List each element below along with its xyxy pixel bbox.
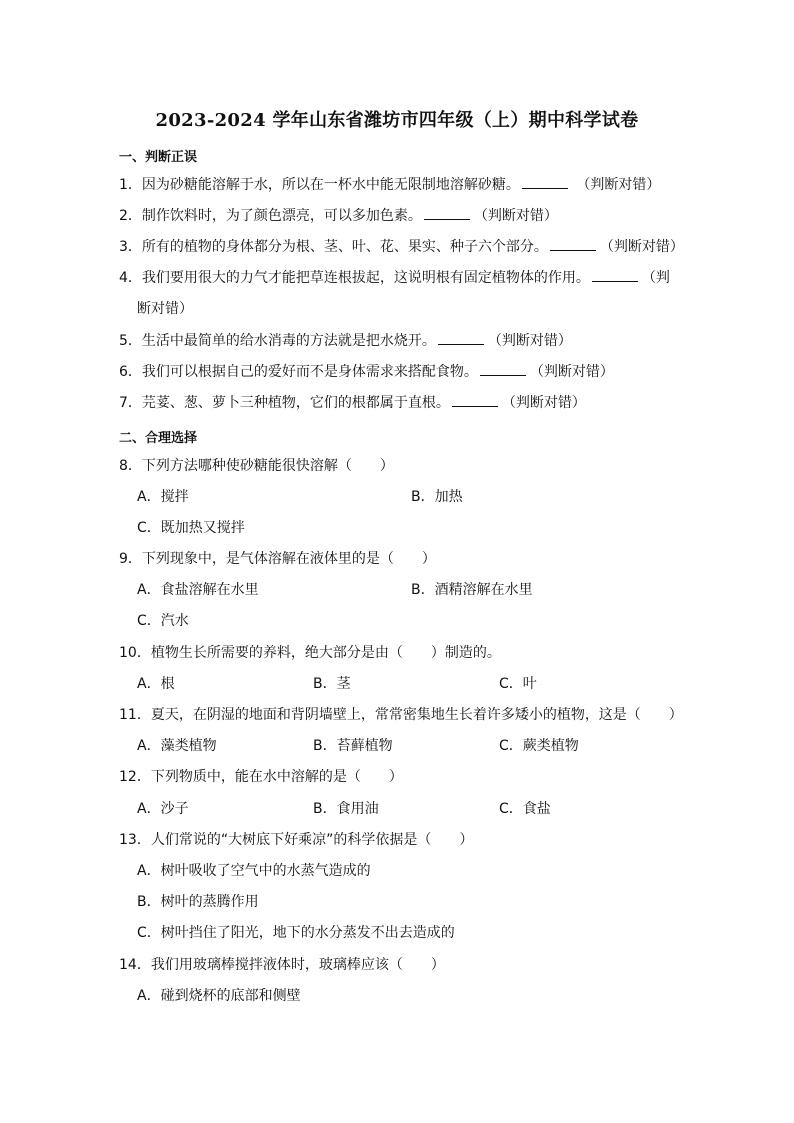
question-11-stem: 11．夏天，在阴湿的地面和背阴墙壁上，常常密集地生长着许多矮小的植物，这是（ ） (119, 707, 683, 723)
option-c[interactable]: C．叶 (499, 676, 537, 692)
question-3 (119, 238, 684, 256)
question-12-stem: 12．下列物质中，能在水中溶解的是（ ） (119, 769, 403, 785)
question-10-stem: 10．植物生长所需要的养料，绝大部分是由（ ）制造的。 (119, 645, 501, 661)
answer-blank[interactable] (592, 269, 638, 282)
question-text: 5．生活中最简单的给水消毒的方法就是把水烧开。 (119, 333, 436, 349)
option-a[interactable]: A．碰到烧杯的底部和侧壁 (137, 988, 301, 1004)
option-b[interactable]: B．加热 (411, 489, 463, 505)
question-text: 6．我们可以根据自己的爱好而不是身体需求来搭配食物。 (119, 364, 478, 380)
section-heading-judge: 一、判断正误 (119, 150, 198, 165)
answer-blank[interactable] (522, 176, 568, 189)
option-a[interactable]: A．藻类植物 (137, 738, 217, 754)
question-13-stem: 13．人们常说的“大树底下好乘凉”的科学依据是（ ） (119, 832, 474, 848)
question-6 (119, 363, 614, 381)
option-a[interactable]: A．搅拌 (137, 489, 189, 505)
option-a[interactable]: A．树叶吸收了空气中的水蒸气造成的 (137, 863, 371, 879)
question-2 (119, 207, 558, 225)
question-hint: （判断对错） (501, 395, 586, 411)
answer-blank[interactable] (452, 394, 498, 407)
question-4 (119, 269, 670, 287)
answer-blank[interactable] (424, 207, 470, 220)
question-hint: （判断对错） (599, 239, 684, 255)
option-b[interactable]: B．食用油 (313, 801, 379, 817)
question-9-stem: 9．下列现象中，是气体溶解在液体里的是（ ） (119, 551, 436, 567)
option-c[interactable]: C．蕨类植物 (499, 738, 579, 754)
answer-blank[interactable] (438, 332, 484, 345)
question-hint: （判断对错） (571, 177, 661, 193)
option-a[interactable]: A．根 (137, 676, 175, 692)
question-8-stem: 8．下列方法哪种使砂糖能很快溶解（ ） (119, 458, 394, 474)
question-14-stem: 14．我们用玻璃棒搅拌液体时，玻璃棒应该（ ） (119, 957, 445, 973)
question-hint: （判 (641, 270, 670, 286)
question-hint: （判断对错） (487, 333, 572, 349)
option-a[interactable]: A．食盐溶解在水里 (137, 582, 259, 598)
question-1 (119, 176, 660, 194)
question-hint: （判断对错） (529, 364, 614, 380)
page-title: 2023-2024 学年山东省潍坊市四年级（上）期中科学试卷 (155, 110, 639, 131)
option-c[interactable]: C．既加热又搅拌 (137, 520, 245, 536)
answer-blank[interactable] (550, 238, 596, 251)
question-text: 4．我们要用很大的力气才能把草连根拔起，这说明根有固定植物体的作用。 (119, 270, 590, 286)
question-text: 3．所有的植物的身体都分为根、茎、叶、花、果实、种子六个部分。 (119, 239, 548, 255)
question-text: 2．制作饮料时，为了颜色漂亮，可以多加色素。 (119, 208, 422, 224)
option-b[interactable]: B．酒精溶解在水里 (411, 582, 533, 598)
question-5 (119, 332, 572, 350)
question-hint: （判断对错） (473, 208, 558, 224)
option-b[interactable]: B．苔藓植物 (313, 738, 393, 754)
section-heading-choice: 二、合理选择 (119, 431, 198, 446)
option-b[interactable]: B．茎 (313, 676, 351, 692)
option-c[interactable]: C．食盐 (499, 801, 551, 817)
option-c[interactable]: C．树叶挡住了阳光，地下的水分蒸发不出去造成的 (137, 925, 455, 941)
option-a[interactable]: A．沙子 (137, 801, 189, 817)
question-7 (119, 394, 586, 412)
question-text: 7．芫荽、葱、萝卜三种植物，它们的根都属于直根。 (119, 395, 450, 411)
question-text: 1．因为砂糖能溶解于水，所以在一杯水中能无限制地溶解砂糖。 (119, 177, 520, 193)
answer-blank[interactable] (480, 363, 526, 376)
option-c[interactable]: C．汽水 (137, 613, 189, 629)
option-b[interactable]: B．树叶的蒸腾作用 (137, 894, 259, 910)
question-4-continued: 断对错） (137, 301, 193, 317)
